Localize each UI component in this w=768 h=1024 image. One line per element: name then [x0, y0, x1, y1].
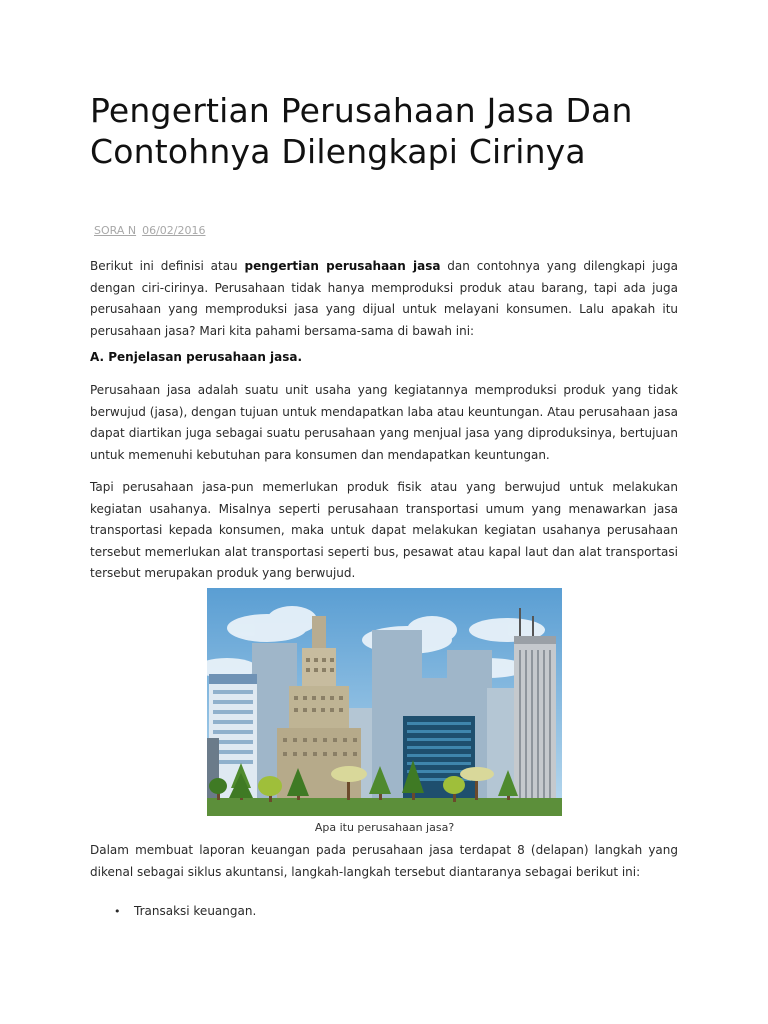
section-heading: A. Penjelasan perusahaan jasa. [90, 350, 303, 364]
intro-bold-term: pengertian perusahaan jasa [244, 259, 441, 273]
list-item-label: Transaksi keuangan. [134, 904, 257, 918]
date-link[interactable]: 06/02/2016 [142, 224, 206, 237]
intro-text-end: dan contohnya yang dilengkapi juga dengan ciri-cirinya. Perusahaan tidak hanya memproduksi produk atau barang, tapi ada juga perusahaan yang memproduksi jasa yang dijual untuk melayani konsumen. Lalu apakah itu perusahaan jasa? Mari kita pahami bersama-sama di bawah ini: [90, 259, 678, 338]
paragraph-physical-products: Tapi perusahaan jasa-pun memerlukan produk fisik atau yang berwujud untuk melakukan kegiatan usahanya. Misalnya seperti perusahaan transportasi umum yang menawarkan jasa transportasi kepada konsumen, maka untuk dapat melakukan kegiatan usahanya perusahaan tersebut memerlukan alat transportasi seperti bus, pesawat atau kapal laut dan alat transportasi tersebut merupakan produk yang berwujud. [90, 480, 678, 580]
bullet-icon: • [114, 905, 121, 918]
figure-caption: Apa itu perusahaan jasa? [314, 821, 455, 834]
paragraph-definition: Perusahaan jasa adalah suatu unit usaha yang kegiatannya memproduksi produk yang tidak berwujud (jasa), dengan tujuan untuk mendapatkan laba atau keuntungan. Atau perusahaan jasa dapat diartikan juga sebagai suatu perusahaan yang menjual jasa yang diproduksinya, bertujuan untuk memenuhi kebutuhan para konsumen dan mendapatkan keuntungan. [90, 383, 678, 462]
list-item [114, 901, 256, 922]
article-title: Pengertian Perusahaan Jasa Dan Contohnya Dilengkapi Cirinya [90, 91, 633, 171]
paragraph-accounting-cycle: Dalam membuat laporan keuangan pada perusahaan jasa terdapat 8 (delapan) langkah yang dikenal sebagai siklus akuntansi, langkah-langkah tersebut diantaranya sebagai berikut ini: [90, 843, 678, 879]
city-illustration [207, 588, 562, 816]
author-link[interactable]: SORA N [94, 224, 137, 237]
steps-list [114, 901, 256, 922]
intro-paragraph [90, 256, 678, 342]
intro-text-start: Berikut ini definisi atau [90, 259, 245, 273]
post-meta [94, 224, 206, 237]
